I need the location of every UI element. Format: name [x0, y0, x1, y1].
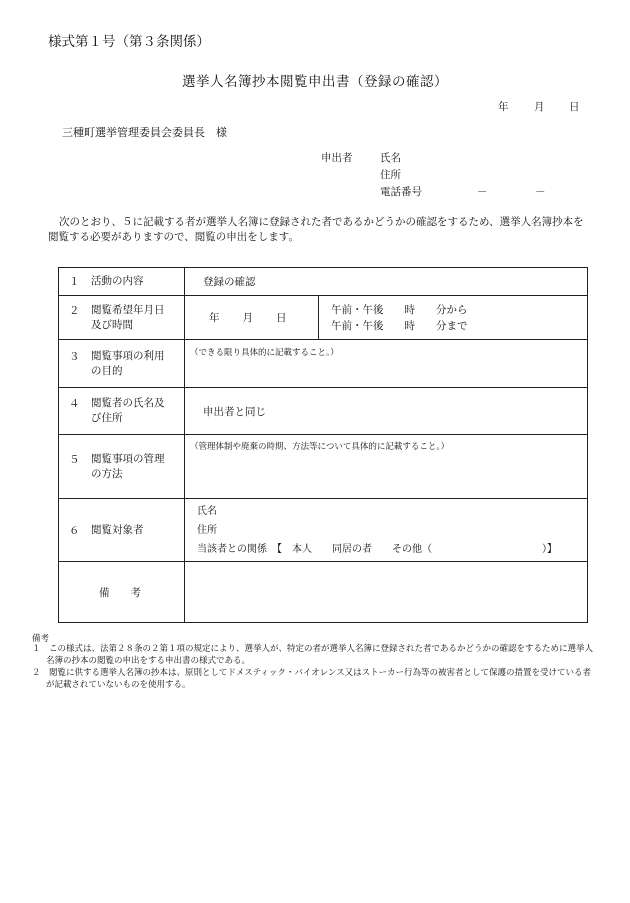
applicant-address-label: 住所: [380, 169, 401, 181]
applicant-role-label: 申出者: [321, 152, 353, 164]
row-label: の目的: [91, 364, 123, 377]
relation-text: 当該者との関係 【 本人 同居の者 その他（ ）】: [197, 543, 557, 555]
month-label: 月: [242, 312, 253, 324]
form-title: 選挙人名簿抄本閲覧申出書（登録の確認）: [182, 74, 448, 90]
time-to-text: 午前・午後 時 分まで: [331, 319, 468, 332]
notes-list: [32, 643, 594, 691]
table-row: [59, 296, 588, 340]
row-label: 閲覧事項の管理: [91, 452, 165, 465]
row-label: 及び時間: [91, 318, 133, 331]
purpose-field[interactable]: [185, 340, 588, 388]
remarks-label: 備 考: [59, 562, 185, 623]
year-label: 年: [209, 312, 220, 324]
row-number: ２: [69, 304, 80, 317]
row-label: の方法: [91, 467, 123, 480]
date-day-label: 日: [569, 101, 580, 113]
table-row: [59, 562, 588, 623]
target-address-label: 住所: [197, 524, 217, 536]
date-year-label: 年: [498, 101, 509, 113]
row-label: 閲覧事項の利用: [91, 349, 165, 362]
management-hint: （管理体制や廃棄の時期、方法等について具体的に記載すること。）: [190, 442, 450, 452]
activity-value: 登録の確認: [185, 268, 588, 296]
row-label: び住所: [91, 412, 123, 424]
row-number: ４: [69, 398, 80, 410]
table-row: [59, 388, 588, 435]
row-number: ５: [69, 453, 80, 466]
time-from-text: 午前・午後 時 分から: [331, 303, 468, 316]
target-person-field[interactable]: [185, 499, 588, 562]
row-number: １: [69, 276, 80, 288]
time-field[interactable]: [319, 296, 588, 340]
row-number: ３: [69, 350, 80, 363]
intro-paragraph: 次のとおり、５に記載する者が選挙人名簿に登録された者であるかどうかの確認をするため、選挙人名簿抄本を閲覧する必要がありますので、閲覧の申出をします。: [48, 216, 584, 243]
row-label: 閲覧対象者: [91, 523, 144, 536]
management-field[interactable]: [185, 435, 588, 499]
date-month-label: 月: [534, 101, 545, 113]
row-label: 閲覧希望年月日: [91, 303, 165, 316]
date-field[interactable]: [185, 296, 319, 340]
note-item: １ この様式は、法第２８条の２第１項の規定により、選挙人が、特定の者が選挙人名簿に登録された者であるかどうかの確認をするために選挙人名簿の抄本の閲覧の申出をする申出書の様式である。: [32, 644, 594, 666]
target-name-label: 氏名: [197, 505, 217, 517]
purpose-hint: （できる限り具体的に記載すること。）: [190, 348, 339, 358]
table-row: [59, 340, 588, 388]
day-label: 日: [276, 312, 287, 324]
row-number: ６: [69, 524, 80, 537]
applicant-name-label: 氏名: [380, 152, 401, 164]
row-label: 活動の内容: [91, 275, 144, 287]
remarks-field[interactable]: [185, 562, 588, 623]
note-item: ２ 閲覧に供する選挙人名簿の抄本は、原則としてドメスティック・バイオレンス又はストーカー行為等の被害者として保護の措置を受けている者が記載されていないものを使用する。: [32, 668, 592, 690]
table-row: [59, 268, 588, 296]
table-row: [59, 435, 588, 499]
row-label-cell: [59, 435, 185, 499]
row-label-cell: [59, 268, 185, 296]
applicant-phone-label: 電話番号: [380, 186, 422, 198]
row-label-cell: [59, 340, 185, 388]
table-row: [59, 499, 588, 562]
viewer-value: 申出者と同じ: [185, 388, 588, 435]
addressee: 三種町選挙管理委員会委員長 様: [62, 126, 227, 139]
phone-dash: －: [477, 186, 488, 198]
application-table: [58, 267, 588, 623]
form-number: 様式第１号（第３条関係）: [48, 34, 210, 50]
row-label-cell: [59, 499, 185, 562]
row-label: 閲覧者の氏名及: [91, 397, 165, 409]
row-label-cell: [59, 388, 185, 435]
notes-heading: 備考: [32, 634, 50, 644]
phone-dash: －: [535, 186, 546, 198]
row-label-cell: [59, 296, 185, 340]
